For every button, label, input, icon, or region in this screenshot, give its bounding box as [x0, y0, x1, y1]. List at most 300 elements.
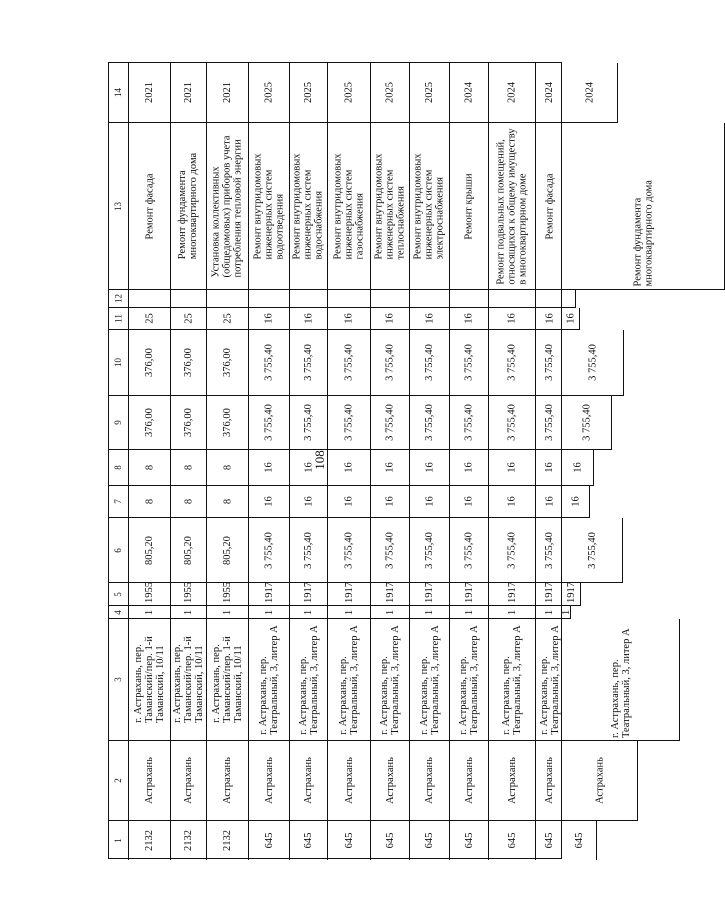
row-11-col-6-text: 3 755,40: [544, 531, 555, 569]
row-3-col-13-line: Установка коллективных: [211, 165, 223, 278]
row-2-col-1-text: 2132: [183, 830, 194, 851]
row-1-col-3-line: Таманский, 10/11: [155, 645, 167, 723]
row-11-col-10: [536, 330, 563, 396]
row-8-col-4-text: 1: [424, 609, 435, 615]
row-3-col-3-line: Таманский/пер. 1-й: [222, 636, 234, 723]
row-10-col-1-text: 645: [506, 832, 518, 849]
row-9-col-10-text: 3 755,40: [463, 344, 475, 381]
row-2-col-2: [171, 741, 207, 821]
row-8-col-13-line: электроснабжения: [435, 176, 446, 260]
row-3-col-14: [207, 63, 249, 123]
row-6-col-12: [328, 290, 371, 308]
row-11-col-11: [536, 308, 563, 330]
row-9-col-4: [450, 606, 489, 619]
row-10-col-1: [489, 821, 536, 860]
row-5-col-6-text: 3 755,40: [303, 531, 314, 569]
row-8-col-10: [410, 330, 450, 396]
row-12-col-10: [563, 330, 624, 396]
row-3-col-9: [207, 396, 249, 450]
row-10-col-3: [489, 619, 536, 741]
row-6-col-13: [328, 123, 371, 290]
row-9-col-8: [450, 450, 489, 486]
row-9-col-1: [450, 821, 489, 860]
row-10-col-3-line: Театральный, 3, литер А: [512, 624, 523, 735]
row-6-col-11-text: 16: [343, 313, 355, 324]
row-2-col-4: [171, 606, 207, 619]
row-4-col-9: [249, 396, 290, 450]
row-12-col-4: [563, 606, 571, 619]
row-2-col-4-text: 1: [183, 609, 194, 615]
row-3-col-8-text: 8: [222, 464, 233, 471]
row-12-col-9-text: 3 755,40: [581, 404, 593, 441]
row-8-col-3-line: г. Астрахань, пер.: [418, 655, 430, 735]
row-1-col-4-text: 1: [144, 609, 155, 615]
row-5-col-13-line: водоснабжения: [314, 190, 325, 260]
header-col-1-text: 1: [113, 838, 123, 843]
row-6-col-8-text: 16: [343, 462, 355, 473]
row-2-col-11: [171, 308, 207, 330]
row-1-col-5-text: 1955: [144, 581, 155, 603]
row-10-col-5-text: 1917: [506, 581, 518, 603]
row-12-col-3-line: г. Астрахань, пер.: [610, 658, 621, 738]
row-1-col-9: [129, 396, 171, 450]
row-5-col-1: [290, 821, 328, 860]
row-5-col-14-text: 2025: [303, 82, 314, 103]
row-9-col-6-text: 3 755,40: [463, 531, 475, 569]
row-8-col-1: [410, 821, 450, 860]
row-9-col-3-text: [458, 625, 480, 735]
row-9-col-13: [450, 123, 489, 290]
row-5-col-8-text: 16: [303, 462, 314, 473]
row-7-col-9-text: 3 755,40: [384, 404, 396, 441]
row-9-col-4-text: 1: [463, 609, 475, 615]
row-11-col-13: [536, 123, 563, 290]
page-number-text: 108: [312, 450, 327, 470]
row-2-col-5: [171, 583, 207, 606]
header-col-14-text: 14: [113, 88, 123, 97]
row-1-col-3-text: [133, 636, 166, 723]
row-5-col-2: [290, 741, 328, 821]
row-5-col-7: [290, 486, 328, 518]
row-8-col-2: [410, 741, 450, 821]
row-2-col-1: [171, 821, 207, 860]
row-6-col-3-line: г. Астрахань, пер.: [338, 655, 349, 735]
row-8-col-11-text: 16: [424, 313, 435, 324]
row-6-col-7: [328, 486, 371, 518]
row-11-col-3-text: [539, 625, 561, 735]
row-7-col-14: [371, 63, 410, 123]
row-2-col-14-text: 2021: [183, 82, 194, 103]
row-6-col-9-text: 3 755,40: [343, 404, 355, 441]
row-4-col-11: [249, 308, 290, 330]
row-5-col-9-text: 3 755,40: [303, 404, 314, 441]
row-5-col-13-line: Ремонт внутридомовых: [292, 152, 303, 260]
row-8-col-2-text: Астрахань: [424, 757, 436, 804]
row-10-col-6-text: 3 755,40: [506, 531, 518, 569]
row-1-col-7: [129, 486, 171, 518]
row-10-col-10: [489, 330, 536, 396]
row-11-col-10-text: 3 755,40: [544, 344, 555, 381]
row-11-col-13-line: Ремонт фасада: [544, 172, 556, 240]
row-4-col-8: [249, 450, 290, 486]
row-7-col-7: [371, 486, 410, 518]
row-6-col-2-text: Астрахань: [343, 757, 355, 804]
row-9-col-13-text: [464, 173, 475, 239]
row-5-col-3: [290, 619, 328, 741]
row-4-col-11-text: 16: [263, 313, 275, 324]
row-10-col-7: [489, 486, 536, 518]
row-3-col-11-text: 25: [222, 313, 233, 324]
header-col-2-text: 2: [113, 778, 123, 783]
row-7-col-10: [371, 330, 410, 396]
row-8-col-3-line: Театральный, 3, литер А: [429, 624, 441, 735]
row-6-col-14: [328, 63, 371, 123]
row-2-col-6: [171, 518, 207, 583]
row-5-col-6: [290, 518, 328, 583]
row-8-col-13-text: [413, 153, 446, 259]
row-10-col-14: [489, 63, 536, 123]
row-4-col-2-text: Астрахань: [263, 757, 275, 804]
row-2-col-6-text: 805,20: [183, 535, 194, 565]
row-1-col-8: [129, 450, 171, 486]
row-12-col-5: [563, 583, 581, 606]
header-col-8-text: 8: [113, 465, 123, 470]
row-11-col-5-text: 1917: [544, 581, 555, 603]
row-8-col-8-text: 16: [424, 462, 435, 473]
row-2-col-3-text: [172, 636, 205, 723]
row-10-col-13-text: [496, 128, 529, 284]
row-9-col-10: [450, 330, 489, 396]
row-8-col-12: [410, 290, 450, 308]
row-9-col-11: [450, 308, 489, 330]
row-10-col-2: [489, 741, 536, 821]
row-1-col-6-text: 805,20: [144, 535, 155, 565]
row-2-col-2-text: Астрахань: [183, 757, 195, 804]
row-5-col-13: [290, 123, 328, 290]
row-2-col-13-line: многоквартирного дома: [188, 152, 200, 260]
row-7-col-10-text: 3 755,40: [384, 344, 396, 381]
row-8-col-13: [410, 123, 450, 290]
row-4-col-13: [249, 123, 290, 290]
row-10-col-14-text: 2024: [506, 82, 518, 103]
row-7-col-13-line: Ремонт внутридомовых: [373, 152, 385, 260]
row-4-col-8-text: 16: [263, 462, 275, 473]
row-6-col-1: [328, 821, 371, 860]
header-col-11-text: 11: [113, 314, 123, 323]
row-12-col-13-line: Ремонт фундамента: [632, 197, 644, 287]
row-3-col-3-line: г. Астрахань, пер.: [211, 644, 223, 723]
row-1-col-2-text: Астрахань: [144, 757, 156, 804]
row-4-col-6: [249, 518, 290, 583]
row-10-col-8-text: 16: [506, 462, 518, 473]
row-12-col-11: [563, 308, 580, 330]
row-7-col-3: [371, 619, 410, 741]
row-11-col-3: [536, 619, 563, 741]
row-11-col-14: [536, 63, 563, 123]
row-3-col-5: [207, 583, 249, 606]
row-12-col-8-text: 16: [572, 462, 584, 473]
row-9-col-5-text: 1917: [463, 581, 475, 603]
row-6-col-13-line: газоснабжения: [354, 192, 366, 260]
header-col-5: [109, 583, 129, 606]
row-5-col-3-line: Театральный, 3, литер А: [308, 624, 320, 735]
row-8-col-3-text: [419, 625, 441, 735]
row-9-col-1-text: 645: [463, 832, 475, 849]
row-3-col-13-line: (общедомовых) приборов учета: [222, 134, 234, 278]
header-col-9-text: 9: [113, 420, 123, 425]
row-7-col-13-line: теплоснабжения: [395, 185, 407, 260]
row-2-col-7-text: 8: [183, 498, 194, 505]
row-10-col-11: [489, 308, 536, 330]
row-1-col-8-text: 8: [144, 464, 155, 471]
row-8-col-3: [410, 619, 450, 741]
row-10-col-6: [489, 518, 536, 583]
row-9-col-2-text: Астрахань: [463, 757, 475, 804]
row-7-col-13-line: инженерных систем: [384, 169, 396, 260]
row-6-col-6-text: 3 755,40: [343, 531, 355, 569]
header-col-10-text: 10: [113, 358, 123, 367]
row-4-col-10-text: 3 755,40: [263, 344, 275, 381]
row-8-col-4: [410, 606, 450, 619]
row-4-col-3: [249, 619, 290, 741]
header-col-14: [109, 63, 129, 123]
row-10-col-4: [489, 606, 536, 619]
row-7-col-3-line: г. Астрахань, пер.: [379, 655, 390, 735]
row-5-col-13-line: инженерных систем: [303, 169, 314, 260]
header-col-3-text: 3: [113, 677, 123, 682]
row-9-col-14: [450, 63, 489, 123]
row-8-col-13-line: Ремонт внутридомовых: [413, 152, 424, 260]
row-1-col-4: [129, 606, 171, 619]
row-1-col-12: [129, 290, 171, 308]
row-7-col-9: [371, 396, 410, 450]
row-3-col-7-text: 8: [222, 498, 233, 505]
row-2-col-3: [171, 619, 207, 741]
row-2-col-13-line: Ремонт фундамента: [177, 170, 189, 260]
row-7-col-1: [371, 821, 410, 860]
row-10-col-11-text: 16: [506, 313, 518, 324]
row-7-col-4-text: 1: [384, 609, 396, 615]
row-11-col-8-text: 16: [544, 462, 555, 473]
row-5-col-9: [290, 396, 328, 450]
row-5-col-4-text: 1: [303, 609, 314, 615]
row-7-col-2: [371, 741, 410, 821]
row-6-col-5: [328, 583, 371, 606]
row-7-col-1-text: 645: [384, 832, 396, 849]
row-4-col-1: [249, 821, 290, 860]
row-6-col-3-text: [338, 625, 360, 735]
row-6-col-13-line: Ремонт внутридомовых: [332, 152, 344, 260]
row-12-col-2-text: Астрахань: [594, 757, 606, 804]
row-4-col-4: [249, 606, 290, 619]
row-1-col-11-text: 25: [144, 313, 155, 324]
row-11-col-2-text: Астрахань: [544, 757, 556, 804]
row-7-col-8-text: 16: [384, 462, 396, 473]
row-12-col-14: [563, 63, 618, 123]
row-2-col-3-line: Таманский, 10/11: [194, 645, 206, 723]
row-2-col-14: [171, 63, 207, 123]
row-3-col-9-text: 376,00: [222, 408, 233, 437]
row-10-col-13-line: в многоквартирном доме: [517, 172, 529, 285]
row-12-col-10-text: 3 755,40: [587, 344, 599, 381]
row-2-col-11-text: 25: [183, 313, 194, 324]
row-9-col-13-line: Ремонт крыши: [463, 172, 475, 240]
row-5-col-7-text: 16: [303, 496, 314, 507]
row-8-col-5-text: 1917: [424, 581, 435, 603]
row-12-col-7-text: 16: [570, 496, 582, 507]
row-12-col-6: [563, 518, 623, 583]
row-11-col-3-line: г. Астрахань, пер.: [538, 655, 550, 735]
row-3-col-14-text: 2021: [222, 82, 233, 103]
row-8-col-6-text: 3 755,40: [424, 531, 435, 569]
row-3-col-4: [207, 606, 249, 619]
row-6-col-8: [328, 450, 371, 486]
row-8-col-9-text: 3 755,40: [424, 404, 435, 441]
row-3-col-10-text: 376,00: [222, 348, 233, 377]
row-2-col-10: [171, 330, 207, 396]
row-1-col-13: [129, 123, 171, 290]
row-12-col-7: [563, 486, 590, 518]
row-4-col-5-text: 1917: [263, 581, 275, 603]
row-7-col-6: [371, 518, 410, 583]
row-4-col-14: [249, 63, 290, 123]
row-3-col-13-text: [211, 135, 244, 277]
row-6-col-5-text: 1917: [343, 581, 355, 603]
row-8-col-13-line: инженерных систем: [424, 169, 435, 260]
row-3-col-12: [207, 290, 249, 308]
row-11-col-11-text: 16: [544, 313, 555, 324]
row-2-col-8-text: 8: [183, 464, 194, 471]
row-10-col-5: [489, 583, 536, 606]
row-5-col-3-line: г. Астрахань, пер.: [297, 655, 309, 735]
row-5-col-3-text: [298, 625, 320, 735]
row-3-col-6: [207, 518, 249, 583]
row-9-col-3: [450, 619, 489, 741]
row-7-col-11: [371, 308, 410, 330]
row-5-col-5-text: 1917: [303, 581, 314, 603]
row-3-col-3-line: Таманский, 10/11: [233, 645, 245, 723]
row-1-col-3-line: Таманский/пер. 1-й: [144, 636, 156, 723]
row-5-col-14: [290, 63, 328, 123]
header-col-3: [109, 619, 129, 741]
row-4-col-10: [249, 330, 290, 396]
header-col-12: [109, 290, 129, 308]
row-2-col-7: [171, 486, 207, 518]
row-6-col-6: [328, 518, 371, 583]
row-2-col-9-text: 376,00: [183, 408, 194, 437]
row-1-col-14: [129, 63, 171, 123]
row-6-col-11: [328, 308, 371, 330]
row-1-col-10: [129, 330, 171, 396]
row-10-col-7-text: 16: [506, 496, 518, 507]
row-3-col-13-line: потребления тепловой энергии: [233, 138, 245, 278]
row-8-col-7: [410, 486, 450, 518]
row-1-col-1-text: 2132: [144, 830, 155, 851]
row-12-col-1-text: 645: [574, 832, 585, 849]
row-11-col-2: [536, 741, 563, 821]
row-7-col-14-text: 2025: [384, 82, 396, 103]
row-6-col-1-text: 645: [343, 832, 355, 849]
row-11-col-4: [536, 606, 563, 619]
row-11-col-7-text: 16: [544, 496, 555, 507]
row-4-col-13-line: Ремонт внутридомовых: [252, 152, 264, 260]
row-10-col-9-text: 3 755,40: [506, 404, 518, 441]
repair-schedule-table: [108, 62, 655, 859]
row-1-col-13-text: [144, 173, 155, 239]
row-3-col-2: [207, 741, 249, 821]
row-7-col-7-text: 16: [384, 496, 396, 507]
row-5-col-12: [290, 290, 328, 308]
row-12-col-2: [563, 741, 638, 821]
row-9-col-7-text: 16: [463, 496, 475, 507]
row-10-col-3-text: [501, 625, 523, 735]
row-10-col-13-line: Ремонт подвальных помещений,: [495, 138, 507, 285]
row-1-col-2: [129, 741, 171, 821]
row-6-col-4-text: 1: [343, 609, 355, 615]
header-col-5-text: 5: [113, 591, 123, 597]
row-10-col-2-text: Астрахань: [506, 757, 518, 804]
row-4-col-4-text: 1: [263, 609, 275, 615]
row-9-col-3-line: г. Астрахань, пер.: [458, 655, 469, 735]
row-6-col-7-text: 16: [343, 496, 355, 507]
row-11-col-9-text: 3 755,40: [544, 404, 555, 441]
row-6-col-3-line: Театральный, 3, литер А: [349, 624, 360, 735]
row-5-col-11: [290, 308, 328, 330]
row-11-col-1-text: 645: [544, 832, 555, 849]
row-9-col-7: [450, 486, 489, 518]
row-12-col-13: [563, 123, 725, 290]
row-3-col-3-text: [211, 636, 244, 723]
row-10-col-10-text: 3 755,40: [506, 344, 518, 381]
header-col-11: [109, 308, 129, 330]
row-6-col-10-text: 3 755,40: [343, 344, 355, 381]
row-9-col-3-line: Театральный, 3, литер А: [469, 624, 480, 735]
row-7-col-12: [371, 290, 410, 308]
row-12-col-12: [563, 290, 576, 308]
row-10-col-13-line: относящихся к общему имуществу: [506, 127, 518, 285]
row-12-col-13-line: многоквартирного дома: [643, 180, 655, 287]
header-col-8: [109, 450, 129, 486]
row-3-col-10: [207, 330, 249, 396]
row-8-col-6: [410, 518, 450, 583]
row-5-col-5: [290, 583, 328, 606]
row-7-col-5: [371, 583, 410, 606]
header-col-9: [109, 396, 129, 450]
row-12-col-13-text: [633, 126, 655, 287]
header-col-1: [109, 821, 129, 860]
row-7-col-3-text: [379, 625, 401, 735]
row-5-col-13-text: [292, 153, 325, 259]
row-2-col-9: [171, 396, 207, 450]
row-7-col-8: [371, 450, 410, 486]
row-8-col-10-text: 3 755,40: [424, 344, 435, 381]
row-3-col-6-text: 805,20: [222, 535, 233, 565]
row-11-col-13-text: [544, 173, 555, 239]
row-10-col-13: [489, 123, 536, 290]
row-4-col-3-line: г. Астрахань, пер.: [258, 655, 269, 735]
row-1-col-10-text: 376,00: [144, 348, 155, 377]
row-11-col-9: [536, 396, 563, 450]
row-12-col-3: [563, 619, 680, 741]
row-11-col-6: [536, 518, 563, 583]
row-11-col-1: [536, 821, 563, 860]
row-2-col-10-text: 376,00: [183, 348, 194, 377]
row-12-col-1: [563, 821, 597, 860]
header-col-10: [109, 330, 129, 396]
row-7-col-5-text: 1917: [384, 581, 396, 603]
row-6-col-3: [328, 619, 371, 741]
row-2-col-13-text: [178, 153, 200, 259]
